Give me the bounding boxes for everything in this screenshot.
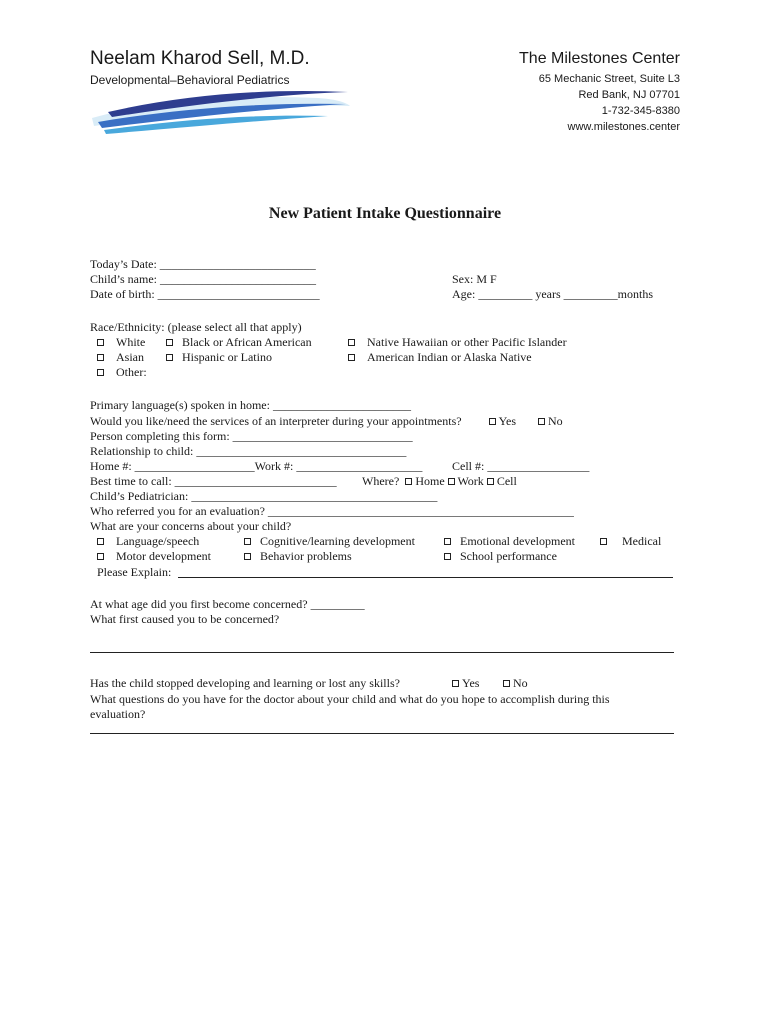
childs-name-field[interactable]: Child’s name: __________________________ bbox=[90, 272, 316, 286]
checkbox-icon[interactable] bbox=[244, 553, 251, 560]
website: www.milestones.center bbox=[567, 121, 680, 133]
cell-phone-field[interactable]: Cell #: _________________ bbox=[452, 459, 590, 473]
checkbox-icon[interactable] bbox=[97, 553, 104, 560]
please-explain-label: Please Explain: bbox=[97, 565, 172, 579]
concern-medical[interactable]: Medical bbox=[600, 534, 661, 549]
checkbox-icon[interactable] bbox=[97, 538, 104, 545]
concern-language[interactable]: Language/speech bbox=[97, 534, 199, 549]
lost-skills-question: Has the child stopped developing and learning or lost any skills? bbox=[90, 676, 400, 690]
concern-emotional[interactable]: Emotional development bbox=[444, 534, 575, 549]
checkbox-icon[interactable] bbox=[538, 418, 545, 425]
best-time-field[interactable]: Best time to call: ___________________________ bbox=[90, 474, 337, 488]
primary-language-field[interactable]: Primary language(s) spoken in home: _______________________ bbox=[90, 398, 411, 412]
relationship-field[interactable]: Relationship to child: ___________________________________ bbox=[90, 444, 407, 458]
checkbox-icon[interactable] bbox=[600, 538, 607, 545]
interpreter-question: Would you like/need the services of an interpreter during your appointments? bbox=[90, 414, 462, 428]
checkbox-icon[interactable] bbox=[489, 418, 496, 425]
checkbox-icon[interactable] bbox=[166, 339, 173, 346]
first-caused-question: What first caused you to be concerned? bbox=[90, 612, 280, 626]
race-option-other[interactable]: Other: bbox=[97, 365, 147, 380]
concern-cognitive[interactable]: Cognitive/learning development bbox=[244, 534, 415, 549]
lost-skills-yes[interactable]: Yes bbox=[452, 676, 479, 691]
where-to-call: Where? Home Work Cell bbox=[362, 474, 517, 488]
concern-motor[interactable]: Motor development bbox=[97, 549, 211, 564]
checkbox-icon[interactable] bbox=[444, 553, 451, 560]
milestones-logo bbox=[88, 84, 353, 136]
concerns-question: What are your concerns about your child? bbox=[90, 519, 292, 533]
pediatrician-field[interactable]: Child’s Pediatrician: _________________________________________ bbox=[90, 489, 438, 503]
race-heading: Race/Ethnicity: (please select all that apply) bbox=[90, 320, 302, 334]
checkbox-icon[interactable] bbox=[97, 369, 104, 376]
person-completing-field[interactable]: Person completing this form: ______________________________ bbox=[90, 429, 413, 443]
checkbox-icon[interactable] bbox=[348, 354, 355, 361]
age-concerned-field[interactable]: At what age did you first become concerned? _________ bbox=[90, 597, 365, 611]
age-field[interactable]: Age: _________ years _________months bbox=[452, 287, 653, 301]
race-option-black[interactable]: Black or African American bbox=[166, 335, 312, 350]
home-work-phone-field[interactable]: Home #: ____________________Work #: _____________________ bbox=[90, 459, 423, 473]
checkbox-icon[interactable] bbox=[166, 354, 173, 361]
please-explain-line[interactable] bbox=[178, 577, 673, 578]
first-caused-answer-line[interactable] bbox=[90, 652, 674, 653]
checkbox-icon[interactable] bbox=[97, 339, 104, 346]
interpreter-no[interactable]: No bbox=[538, 414, 563, 429]
doctor-questions-answer-line[interactable] bbox=[90, 733, 674, 734]
checkbox-icon[interactable] bbox=[448, 478, 455, 485]
interpreter-yes[interactable]: Yes bbox=[489, 414, 516, 429]
checkbox-icon[interactable] bbox=[405, 478, 412, 485]
concern-behavior[interactable]: Behavior problems bbox=[244, 549, 352, 564]
todays-date-field[interactable]: Today’s Date: __________________________ bbox=[90, 257, 316, 271]
checkbox-icon[interactable] bbox=[487, 478, 494, 485]
checkbox-icon[interactable] bbox=[348, 339, 355, 346]
race-option-hispanic[interactable]: Hispanic or Latino bbox=[166, 350, 272, 365]
doctor-questions-line-1: What questions do you have for the doctor about your child and what do you hope to accomplish during this bbox=[90, 692, 610, 706]
concern-school[interactable]: School performance bbox=[444, 549, 557, 564]
center-name: The Milestones Center bbox=[519, 50, 680, 67]
date-of-birth-field[interactable]: Date of birth: ___________________________ bbox=[90, 287, 320, 301]
race-option-asian[interactable]: Asian bbox=[97, 350, 144, 365]
address-line-1: 65 Mechanic Street, Suite L3 bbox=[538, 73, 680, 85]
checkbox-icon[interactable] bbox=[503, 680, 510, 687]
phone: 1-732-345-8380 bbox=[601, 105, 680, 117]
checkbox-icon[interactable] bbox=[97, 354, 104, 361]
checkbox-icon[interactable] bbox=[444, 538, 451, 545]
checkbox-icon[interactable] bbox=[244, 538, 251, 545]
race-option-native-hawaiian[interactable]: Native Hawaiian or other Pacific Islander bbox=[348, 335, 567, 350]
doctor-questions-line-2: evaluation? bbox=[90, 707, 146, 721]
specialty: Developmental–Behavioral Pediatrics bbox=[90, 73, 290, 87]
address-line-2: Red Bank, NJ 07701 bbox=[578, 89, 680, 101]
race-option-white[interactable]: White bbox=[97, 335, 145, 350]
lost-skills-no[interactable]: No bbox=[503, 676, 528, 691]
referred-by-field[interactable]: Who referred you for an evaluation? ___________________________________________________ bbox=[90, 504, 574, 518]
form-title: New Patient Intake Questionnaire bbox=[268, 205, 502, 222]
sex-field[interactable]: Sex: M F bbox=[452, 272, 497, 286]
race-option-american-indian[interactable]: American Indian or Alaska Native bbox=[348, 350, 532, 365]
doctor-name: Neelam Kharod Sell, M.D. bbox=[90, 48, 310, 69]
checkbox-icon[interactable] bbox=[452, 680, 459, 687]
